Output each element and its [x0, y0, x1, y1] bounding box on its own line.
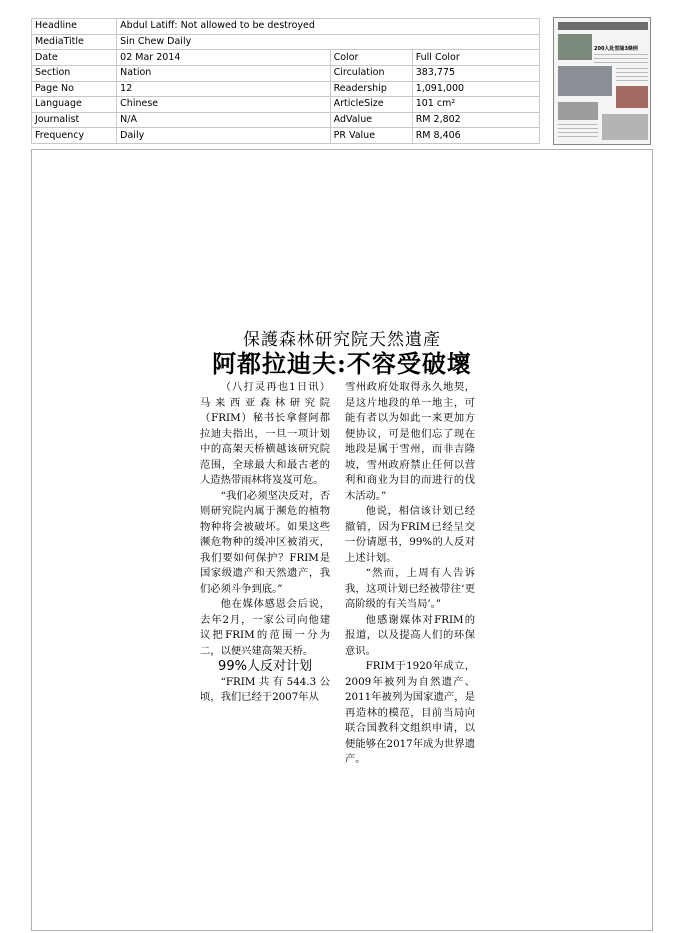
headline-label: Headline [32, 19, 117, 35]
paragraph: 他说，相信该计划已经撤销，因为FRIM已经呈交一份请愿书，99%的人反对上述计划。 [345, 505, 475, 564]
article-headline: 阿都拉迪夫:不容受破壞 [212, 349, 472, 378]
article-column-1 [200, 380, 330, 706]
article-kicker: 保護森林研究院天然遺產 [243, 330, 441, 350]
article-size-value: 101 cm² [412, 97, 539, 113]
readership-label: Readership [330, 81, 412, 97]
section-value: Nation [117, 65, 330, 81]
language-label: Language [32, 97, 117, 113]
page-thumbnail[interactable] [553, 17, 651, 145]
thumb-photo-4 [602, 114, 648, 140]
paragraph: FRIM于1920年成立，2009年被列为自然遗产、2011年被列为国家遗产，是再造林的模范，目前当局向联合国教科文组织申请，以便能够在2017年成为世界遗产。 [345, 660, 475, 765]
frequency-value: Daily [117, 128, 330, 144]
page-no-value: 12 [117, 81, 330, 97]
pr-value-label: PR Value [330, 128, 412, 144]
article-subhead: 99%人反对计划 [218, 659, 312, 674]
ad-value-label: AdValue [330, 112, 412, 128]
color-value: Full Color [412, 50, 539, 66]
meta-row-date [32, 50, 540, 66]
pr-value-value: RM 8,406 [412, 128, 539, 144]
ad-value-value: RM 2,802 [412, 112, 539, 128]
thumb-photo-2 [558, 66, 612, 96]
page-no-label: Page No [32, 81, 117, 97]
paragraph: 他感谢媒体对FRIM的报道，以及提高人们的环保意识。 [345, 613, 475, 657]
article-size-label: ArticleSize [330, 97, 412, 113]
date-label: Date [32, 50, 117, 66]
color-label: Color [330, 50, 412, 66]
meta-row-language [32, 97, 540, 113]
journalist-label: Journalist [32, 112, 117, 128]
thumb-masthead [558, 22, 648, 30]
meta-row-headline [32, 19, 540, 35]
paragraph: （八打灵再也1日讯）马来西亚森林研究院（FRIM）秘书长拿督阿都拉迪夫指出，一旦一项计划中的高架天桥横越该研究院范围，全球最大和最古老的人造热带雨林将岌岌可危。 [200, 381, 330, 486]
paragraph: 他在媒体感恩会后说，去年2月，一家公司向他建议把FRIM的范围一分为二，以便兴建高架天桥。 [200, 598, 330, 657]
circulation-label: Circulation [330, 65, 412, 81]
meta-row-frequency [32, 128, 540, 144]
thumb-headline: 200人赴雪隆3條例 [594, 46, 638, 52]
meta-row-section [32, 65, 540, 81]
circulation-value: 383,775 [412, 65, 539, 81]
article-column-2 [345, 380, 475, 768]
section-label: Section [32, 65, 117, 81]
media-title-label: MediaTitle [32, 34, 117, 50]
article-frame [31, 149, 653, 931]
paragraph: 雪州政府处取得永久地契，是这片地段的单一地主，可能有者以为如此一来更加方便协议，可是他们忘了现在地段是属于雪州，而非吉隆坡，雪州政府禁止任何以营利和商业为目的而进行的伐木活动。” [345, 381, 475, 502]
meta-row-journalist [32, 112, 540, 128]
date-value: 02 Mar 2014 [117, 50, 330, 66]
thumb-photo-1 [558, 34, 592, 60]
frequency-label: Frequency [32, 128, 117, 144]
paragraph: “然而，上周有人告诉我，这项计划已经被带往‘更高阶级的有关当局’。” [345, 567, 475, 610]
headline-value: Abdul Latiff: Not allowed to be destroyed [117, 19, 540, 35]
meta-row-page [32, 81, 540, 97]
thumb-photo-3 [558, 102, 598, 120]
media-title-value: Sin Chew Daily [117, 34, 540, 50]
paragraph: “我们必须坚决反对，否则研究院内属于濒危的植物物种将会被破坏。如果这些濒危物种的缓冲区被消灭，我们要如何保护？FRIM是国家级遗产和天然遗产，我们必须斗争到底。” [200, 489, 330, 595]
journalist-value: N/A [117, 112, 330, 128]
article-metadata-table [31, 18, 540, 144]
thumb-ad [616, 86, 648, 108]
paragraph: “FRIM共有544.3公顷，我们已经于2007年从 [200, 675, 330, 703]
language-value: Chinese [117, 97, 330, 113]
meta-row-mediatitle [32, 34, 540, 50]
readership-value: 1,091,000 [412, 81, 539, 97]
